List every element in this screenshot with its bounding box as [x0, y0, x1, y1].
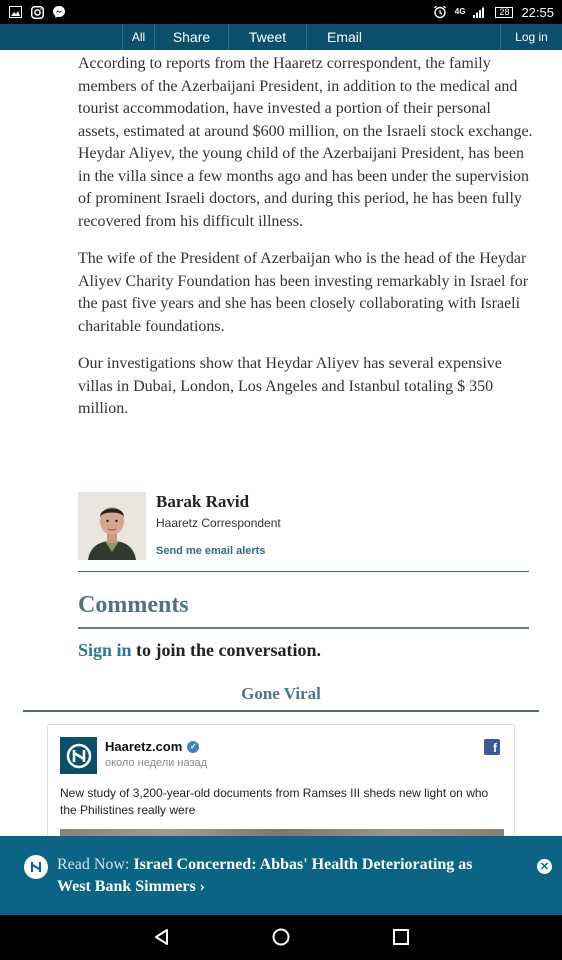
author-block [78, 492, 529, 572]
login-button[interactable]: Log in [500, 24, 562, 50]
back-icon[interactable] [152, 927, 172, 947]
gone-viral-heading: Gone Viral [241, 684, 321, 703]
status-bar [0, 0, 562, 24]
network-indicator-1: 4G [454, 7, 466, 16]
battery-level: 28 [495, 7, 513, 18]
chevron-right-icon: › [199, 878, 205, 895]
haaretz-logo-icon [24, 855, 48, 879]
facebook-post-card[interactable] [47, 724, 515, 840]
share-bar [0, 24, 562, 50]
haaretz-logo[interactable] [60, 737, 97, 774]
article-paragraph: According to reports from the Haaretz correspondent, the family members of the Azerbaijani President, in addition to the medical and tourist accommodation, have invested a portion of their personal assets, estimated at around $600 million, on the Israeli stock exchange. Heydar Aliyev, the young child of the Azerbaijani President, has been in the villa since a few months ago and has been under the supervision of prominent Israeli doctors, and during this period, he has been fully recovered from his difficult illness. [78, 55, 533, 230]
email-alerts-link[interactable]: Send me email alerts [156, 545, 266, 557]
divider [23, 710, 539, 712]
comments-heading: Comments [78, 592, 189, 618]
gallery-notification-icon [8, 5, 22, 19]
post-text[interactable]: New study of 3,200-year-old documents from Ramses III sheds new light on who the Philistines really were [60, 786, 489, 817]
page-name-text[interactable]: Haaretz.com [105, 739, 183, 754]
author-role: Haaretz Correspondent [156, 516, 281, 530]
divider [78, 627, 529, 629]
recent-apps-icon[interactable] [391, 927, 411, 947]
email-button[interactable]: Email [306, 24, 382, 50]
sign-in-link[interactable]: Sign in [78, 640, 132, 660]
read-now-title[interactable]: Israel Concerned: Abbas' Health Deteriorating as West Bank Simmers [57, 856, 473, 895]
all-button[interactable]: All [122, 24, 154, 50]
signin-prompt [78, 640, 321, 661]
instagram-notification-icon [30, 5, 44, 19]
alarm-icon [433, 5, 447, 19]
share-button[interactable]: Share [154, 24, 228, 50]
facebook-icon[interactable]: f [484, 739, 500, 755]
navigation-bar [0, 915, 562, 960]
tweet-button[interactable]: Tweet [228, 24, 306, 50]
home-icon[interactable] [271, 927, 291, 947]
author-name[interactable]: Barak Ravid [156, 492, 250, 511]
read-now-text[interactable] [57, 854, 507, 898]
page-name[interactable] [105, 739, 199, 754]
messenger-notification-icon [52, 5, 66, 19]
article-paragraph: The wife of the President of Azerbaijan who is the head of the Heydar Aliyev Charity Foundation has been investing remarkably in Israel for the past five years and she has been closely collaborating with Israeli charitable foundations. [78, 250, 529, 335]
article-body [78, 53, 534, 436]
article-paragraph: Our investigations show that Heydar Aliyev has several expensive villas in Dubai, London, Los Angeles and Istanbul totaling $ 350 million. [78, 355, 502, 417]
read-now-banner[interactable] [0, 836, 562, 915]
signal-icon [473, 5, 487, 19]
author-avatar[interactable] [78, 492, 146, 560]
close-banner-button[interactable]: ✕ [537, 859, 552, 874]
read-now-label: Read Now: [57, 856, 134, 873]
verified-badge-icon: ✓ [187, 741, 199, 753]
post-time[interactable]: около недели назад [105, 757, 208, 769]
signin-prompt-text: to join the conversation. [131, 640, 322, 660]
clock: 22:55 [521, 4, 554, 20]
